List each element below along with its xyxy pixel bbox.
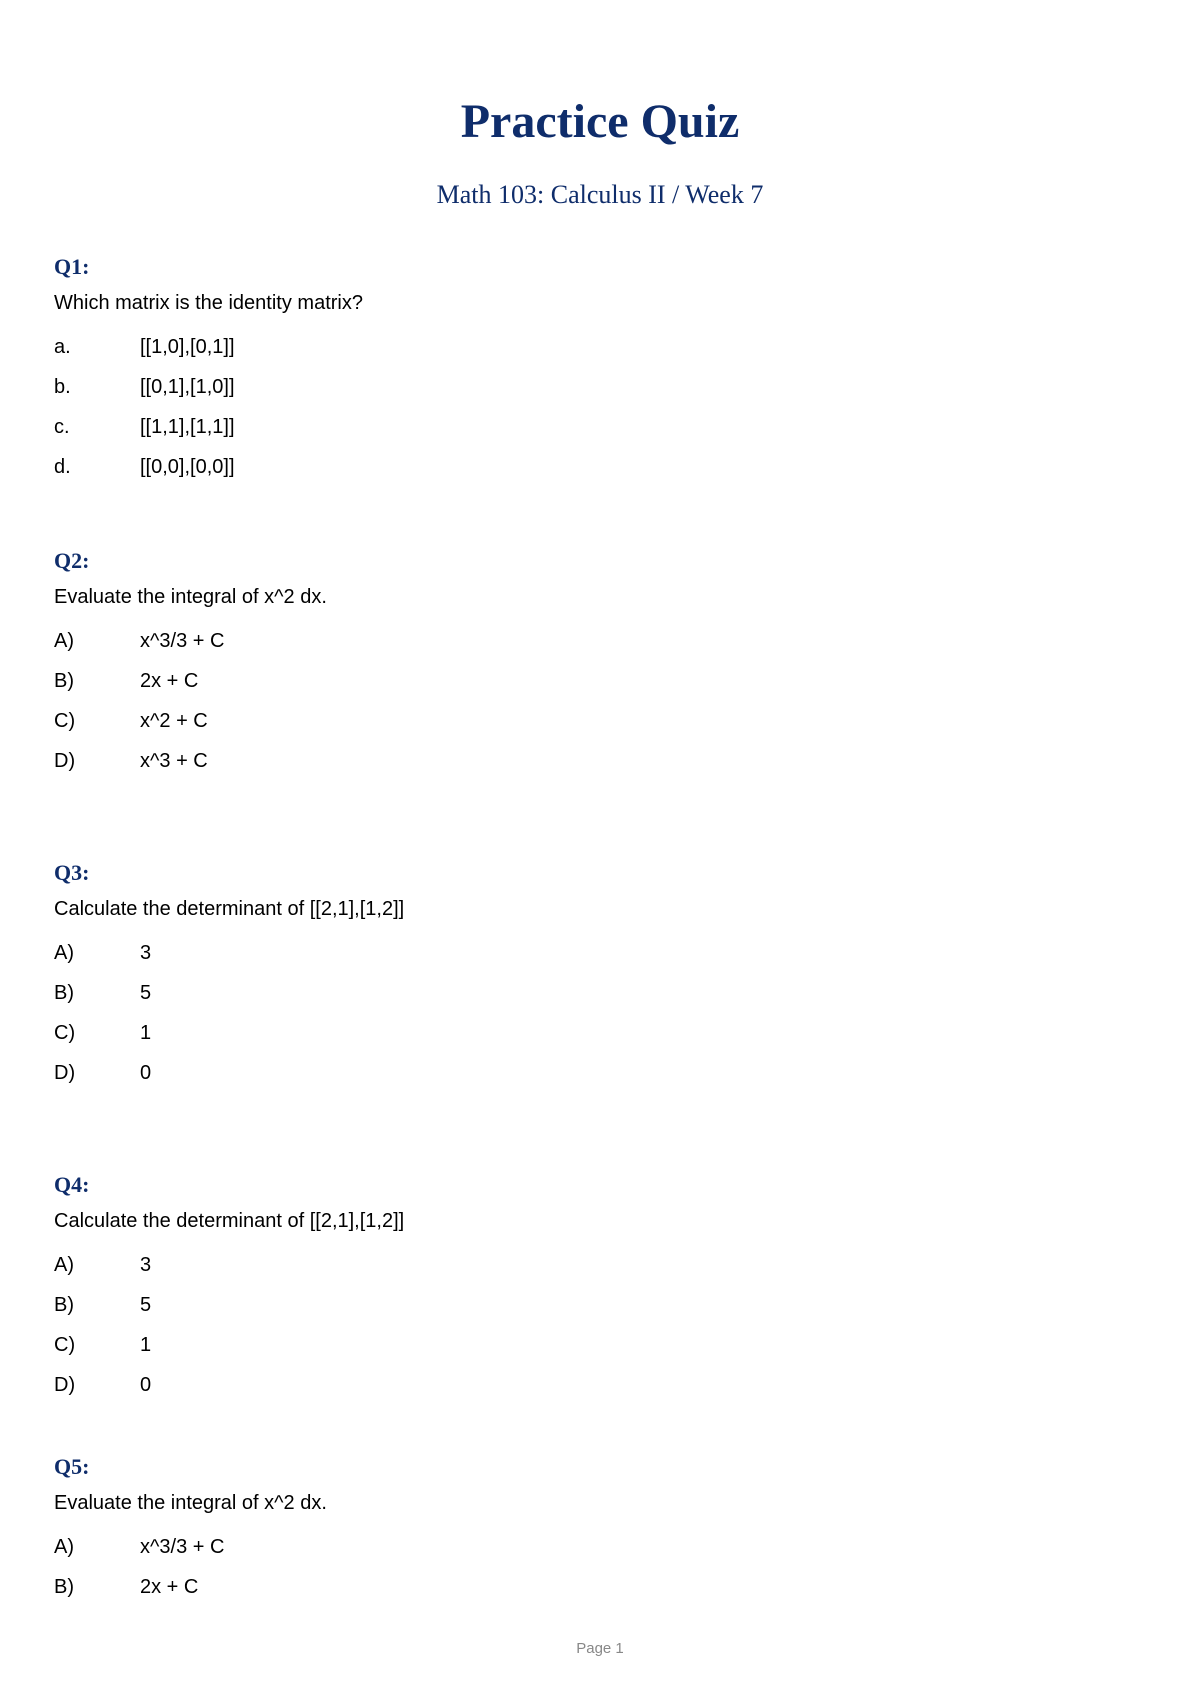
option-letter: B) [54,1576,74,1598]
question-label: Q5: [54,1454,90,1479]
option-c [54,1332,1154,1372]
question-1 [54,252,1154,494]
option-letter: d. [54,456,71,478]
option-text: x^3 + C [140,750,208,772]
option-a [54,334,1154,374]
option-text: [[0,0],[0,0]] [140,456,235,478]
question-5 [54,1452,1154,1614]
option-text: 0 [140,1374,152,1396]
question-label: Q3: [54,860,90,885]
question-2 [54,546,1154,788]
page-title: Practice Quiz [460,95,740,148]
option-text: [[0,1],[1,0]] [140,376,235,398]
option-letter: c. [54,416,70,438]
option-text: [[1,1],[1,1]] [140,416,235,438]
question-text: Evaluate the integral of x^2 dx. [54,586,327,608]
option-letter: A) [54,1254,74,1276]
option-text: 5 [140,982,152,1004]
option-letter: A) [54,942,74,964]
option-d [54,748,1154,788]
option-b [54,980,1154,1020]
option-a [54,940,1154,980]
option-letter: B) [54,1294,74,1316]
option-text: 0 [140,1062,152,1084]
option-letter: B) [54,982,74,1004]
option-letter: D) [54,1374,76,1396]
question-label: Q4: [54,1172,90,1197]
option-text: x^2 + C [140,710,208,732]
option-c [54,1020,1154,1060]
option-a [54,1534,1154,1574]
option-letter: A) [54,1536,74,1558]
option-letter: C) [54,710,76,732]
option-a [54,628,1154,668]
option-text: 2x + C [140,670,199,692]
option-letter: C) [54,1334,76,1356]
question-4 [54,1170,1154,1412]
option-b [54,374,1154,414]
page-number: Page 1 [576,1640,624,1657]
option-letter: D) [54,750,76,772]
option-d [54,454,1154,494]
option-text: [[1,0],[0,1]] [140,336,235,358]
option-letter: b. [54,376,71,398]
option-text: 1 [140,1022,152,1044]
question-text: Calculate the determinant of [[2,1],[1,2]] [54,1210,405,1232]
question-text: Evaluate the integral of x^2 dx. [54,1492,327,1514]
option-letter: B) [54,670,74,692]
question-3 [54,858,1154,1100]
question-label: Q1: [54,254,90,279]
question-label: Q2: [54,548,90,573]
option-text: x^3/3 + C [140,1536,225,1558]
page-subtitle: Math 103: Calculus II / Week 7 [436,180,764,209]
option-text: 3 [140,942,152,964]
option-a [54,1252,1154,1292]
option-letter: a. [54,336,71,358]
option-d [54,1060,1154,1100]
option-c [54,414,1154,454]
option-letter: C) [54,1022,76,1044]
option-text: 3 [140,1254,152,1276]
option-text: 5 [140,1294,152,1316]
option-text: x^3/3 + C [140,630,225,652]
option-text: 1 [140,1334,152,1356]
question-text: Which matrix is the identity matrix? [54,292,363,314]
option-c [54,708,1154,748]
option-b [54,1574,1154,1614]
option-text: 2x + C [140,1576,199,1598]
option-b [54,1292,1154,1332]
option-d [54,1372,1154,1412]
option-letter: D) [54,1062,76,1084]
question-text: Calculate the determinant of [[2,1],[1,2]] [54,898,405,920]
option-b [54,668,1154,708]
option-letter: A) [54,630,74,652]
